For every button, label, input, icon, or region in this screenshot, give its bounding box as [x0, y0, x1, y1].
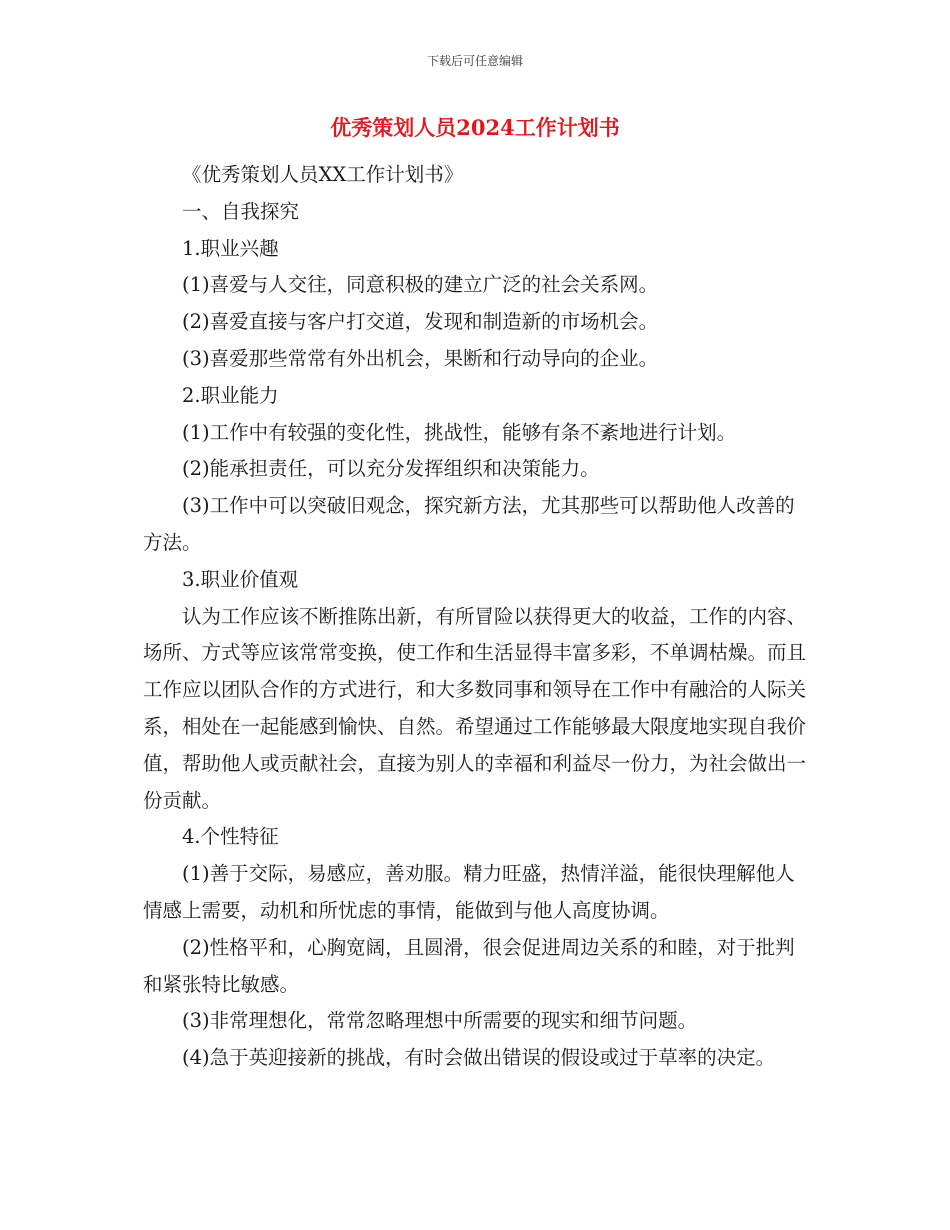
heading-personality: 4.个性特征	[182, 825, 279, 849]
list-item: (1)喜爱与人交往，同意积极的建立广泛的社会关系网。	[182, 273, 659, 297]
list-item: (3)喜爱那些常常有外出机会，果断和行动导向的企业。	[182, 346, 659, 370]
heading-career-interest: 1.职业兴趣	[182, 236, 279, 260]
page-header: 下载后可任意编辑	[426, 54, 523, 68]
list-item: (2)性格平和，心胸宽阔，且圆滑，很会促进周边关系的和睦，对于批判和紧张特比敏感。	[143, 935, 795, 996]
document-title: 优秀策划人员2024工作计划书	[330, 115, 620, 140]
paragraph-values: 认为工作应该不断推陈出新，有所冒险以获得更大的收益，工作的内容、场所、方式等应该常常变换，使工作和生活显得丰富多彩，不单调枯燥。而且工作应以团队合作的方式进行，和大多数同事和领导在工作中有融洽的人际关系，相处在一起能感到愉快、自然。希望通过工作能够最大限度地实现自我价值，帮助他人或贡献社会，直接为别人的幸福和利益尽一份力，为社会做出一份贡献。	[143, 604, 807, 812]
heading-career-values: 3.职业价值观	[182, 567, 299, 591]
list-item: (3)工作中可以突破旧观念，探究新方法，尤其那些可以帮助他人改善的方法。	[143, 494, 795, 554]
list-item: (1)善于交际，易感应，善劝服。精力旺盛，热情洋溢，能很快理解他人情感上需要，动机和所忧虑的事情，能做到与他人高度协调。	[143, 862, 795, 922]
heading-career-ability: 2.职业能力	[182, 383, 279, 407]
list-item: (3)非常理想化，常常忽略理想中所需要的现实和细节问题。	[182, 1009, 698, 1033]
paragraph-subtitle: 《优秀策划人员XX工作计划书》	[182, 163, 464, 186]
list-item: (1)工作中有较强的变化性，挑战性，能够有条不紊地进行计划。	[182, 420, 737, 444]
list-item: (4)急于英迎接新的挑战，有时会做出错误的假设或过于草率的决定。	[182, 1046, 776, 1070]
list-item: (2)喜爱直接与客户打交道，发现和制造新的市场机会。	[182, 310, 659, 334]
heading-self-exploration: 一、自我探究	[182, 199, 300, 223]
list-item: (2)能承担责任，可以充分发挥组织和决策能力。	[182, 457, 600, 481]
document-body	[143, 157, 811, 1077]
